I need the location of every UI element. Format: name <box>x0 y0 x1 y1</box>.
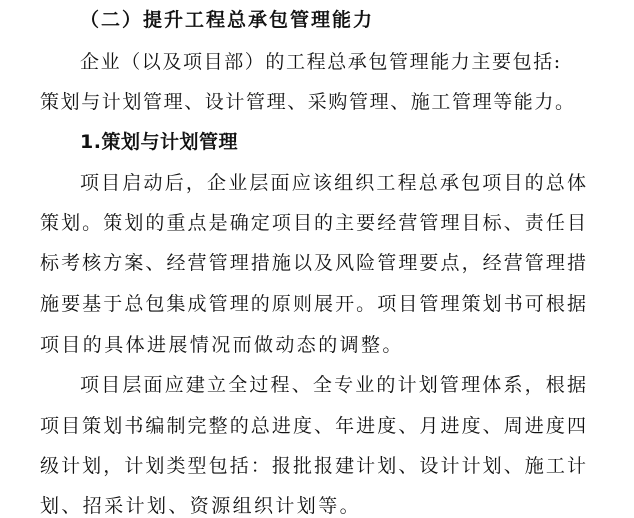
intro-line: 策划与计划管理、设计管理、采购管理、施工管理等能力。 <box>40 91 576 113</box>
paragraph-line: 项 目 启 动 后 ， 企 业 层 面 应 该 组 织 工 程 总 承 包 项 目 的 总 体 <box>80 172 586 194</box>
paragraph-line: 级 计 划 ， 计 划 类 型 包 括 ： 报 批 报 建 计 划 、 设 计 计 划 、 施 工 计 <box>40 455 586 477</box>
subheading: 1.策划与计划管理 <box>80 131 238 153</box>
paragraph-line: 项 目 策 划 书 编 制 完 整 的 总 进 度 、 年 进 度 、 月 进 度 、 周 进 度 四 <box>40 415 586 437</box>
section-heading: （二）提升工程总承包管理能力 <box>80 9 375 31</box>
paragraph-line: 项 目 层 面 应 建 立 全 过 程 、 全 专 业 的 计 划 管 理 体 系 ， 根 据 <box>80 374 586 396</box>
paragraph-line: 施 要 基 于 总 包 集 成 管 理 的 原 则 展 开 。 项 目 管 理 策 划 书 可 根 据 <box>40 293 586 315</box>
intro-line: 企业（以及项目部）的工程总承包管理能力主要包括: <box>80 51 562 73</box>
paragraph-line: 项目的具体进展情况而做动态的调整。 <box>40 334 404 356</box>
paragraph-line: 策 划 。 策 划 的 重 点 是 确 定 项 目 的 主 要 经 营 管 理 目 标 、 责 任 目 <box>40 212 586 234</box>
paragraph-line: 标 考 核 方 案 、 经 营 管 理 措 施 以 及 风 险 管 理 要 点 ， 经 营 管 理 措 <box>40 252 586 274</box>
paragraph-line: 划、招采计划、资源组织计划等。 <box>40 495 362 517</box>
